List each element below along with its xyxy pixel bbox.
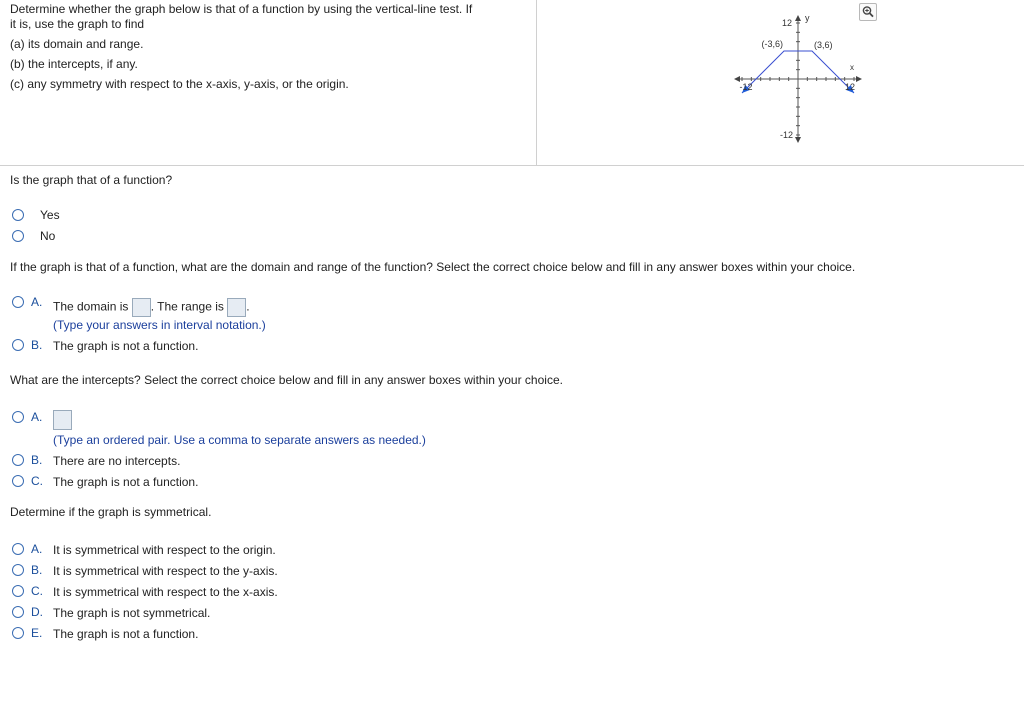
q2-radio-b[interactable] <box>12 339 24 351</box>
q2-letter-b[interactable]: B. <box>31 338 43 352</box>
y-axis-up-arrow <box>795 15 801 21</box>
q3-hint: (Type an ordered pair. Use a comma to separate answers as needed.) <box>53 433 426 447</box>
point-label-right: (3,6) <box>814 40 833 50</box>
q4-option-b[interactable]: It is symmetrical with respect to the y-axis. <box>53 564 278 578</box>
problem-line: it is, use the graph to find <box>10 17 145 31</box>
y-min-label: -12 <box>779 130 793 140</box>
x-axis-label: x <box>850 63 854 72</box>
q2-letter-a[interactable]: A. <box>31 295 43 309</box>
q3-radio-c[interactable] <box>12 475 24 487</box>
q2-option-b[interactable]: The graph is not a function. <box>53 339 199 353</box>
q4-letter-e[interactable]: E. <box>31 626 43 640</box>
q3-radio-b[interactable] <box>12 454 24 466</box>
q4-question: Determine if the graph is symmetrical. <box>10 505 212 519</box>
q4-letter-a[interactable]: A. <box>31 542 43 556</box>
q3-letter-b[interactable]: B. <box>31 453 43 467</box>
q1-radio-no[interactable] <box>12 230 24 242</box>
q1-option-yes[interactable]: Yes <box>40 208 60 222</box>
y-max-label: 12 <box>781 18 792 28</box>
q2-hint: (Type your answers in interval notation.) <box>53 318 266 332</box>
function-graph <box>720 0 890 160</box>
q4-letter-b[interactable]: B. <box>31 563 43 577</box>
x-min-label: -12 <box>739 82 753 92</box>
q4-option-c[interactable]: It is symmetrical with respect to the x-axis. <box>53 585 278 599</box>
intercepts-answer-box[interactable] <box>53 410 72 430</box>
x-max-label: 12 <box>844 82 856 92</box>
q3-question: What are the intercepts? Select the correct choice below and fill in any answer boxes within your choice. <box>10 373 563 387</box>
q1-option-no[interactable]: No <box>40 229 56 243</box>
q4-option-d[interactable]: The graph is not symmetrical. <box>53 606 211 620</box>
problem-line: (a) its domain and range. <box>10 37 144 51</box>
q4-radio-d[interactable] <box>12 606 24 618</box>
q2-radio-a[interactable] <box>12 296 24 308</box>
x-axis-right-arrow <box>856 76 862 82</box>
problem-line: Determine whether the graph below is that of a function by using the vertical-line test. If <box>10 2 473 16</box>
domain-answer-box[interactable] <box>132 298 151 317</box>
q3-option-c[interactable]: The graph is not a function. <box>53 475 199 489</box>
y-axis-label: y <box>805 13 810 23</box>
domain-prefix: The domain is <box>53 299 129 314</box>
q3-radio-a[interactable] <box>12 411 24 423</box>
q3-letter-c[interactable]: C. <box>31 474 43 488</box>
q4-letter-d[interactable]: D. <box>31 605 43 619</box>
q4-radio-c[interactable] <box>12 585 24 597</box>
magnifier-icon[interactable] <box>859 3 877 21</box>
point-label-left: (-3,6) <box>761 39 783 49</box>
magnifier-glyph-icon <box>860 4 876 20</box>
vertical-divider <box>536 0 537 165</box>
q4-option-e[interactable]: The graph is not a function. <box>53 627 199 641</box>
range-answer-box[interactable] <box>227 298 246 317</box>
q3-letter-a[interactable]: A. <box>31 410 43 424</box>
q4-radio-a[interactable] <box>12 543 24 555</box>
y-axis-down-arrow <box>795 137 801 143</box>
q4-letter-c[interactable]: C. <box>31 584 43 598</box>
q1-radio-yes[interactable] <box>12 209 24 221</box>
q4-option-a[interactable]: It is symmetrical with respect to the origin. <box>53 543 276 557</box>
q3-option-b[interactable]: There are no intercepts. <box>53 454 181 468</box>
horizontal-divider <box>0 165 1024 166</box>
q2-question: If the graph is that of a function, what are the domain and range of the function? Select the correct choice below and fill in any answer boxes within your choice. <box>10 260 856 274</box>
a-suffix: . <box>246 299 250 314</box>
q2-option-a <box>53 298 250 317</box>
q1-question: Is the graph that of a function? <box>10 173 173 187</box>
q4-radio-e[interactable] <box>12 627 24 639</box>
range-prefix: . The range is <box>150 299 224 314</box>
problem-line: (c) any symmetry with respect to the x-axis, y-axis, or the origin. <box>10 77 349 91</box>
problem-line: (b) the intercepts, if any. <box>10 57 138 71</box>
q4-radio-b[interactable] <box>12 564 24 576</box>
